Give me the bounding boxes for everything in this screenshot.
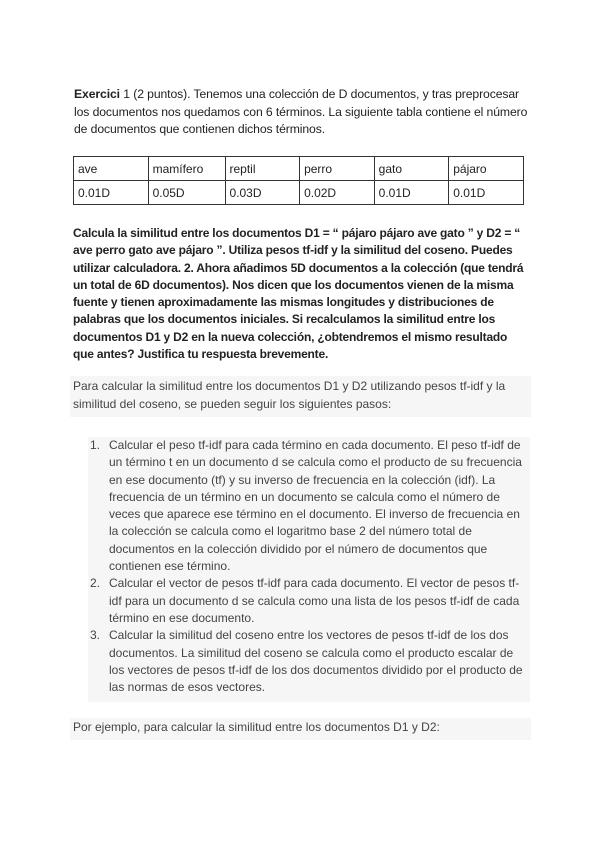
step-number: 2.	[90, 576, 101, 591]
step-text: Calcular la similitud del coseno entre los vectores de pesos tf-idf de los dos documentos. La similitud del coseno se calcula como el producto escalar de los vectores de pesos tf-idf de los dos documentos dividido por el producto de las normas de esos vectores.	[109, 628, 523, 695]
step-number: 1.	[90, 438, 101, 452]
table-cell: 0.05D	[148, 181, 225, 205]
steps-list	[88, 437, 530, 702]
list-item	[88, 437, 528, 575]
table-header-cell: mamífero	[148, 157, 225, 181]
table-header-cell: perro	[300, 157, 375, 181]
term-frequency-table	[73, 156, 524, 205]
list-item	[88, 575, 528, 627]
table-header-cell: gato	[374, 157, 449, 181]
answer-intro: Para calcular la similitud entre los documentos D1 y D2 utilizando pesos tf-idf y la similitud del coseno, se pueden seguir los siguientes pasos:	[70, 376, 531, 417]
step-number: 3.	[90, 628, 101, 643]
table-cell: 0.03D	[225, 181, 300, 205]
example-text: Por ejemplo, para calcular la similitud entre los documentos D1 y D2:	[70, 718, 531, 740]
table-header-cell: pájaro	[449, 157, 524, 181]
step-text: Calcular el peso tf-idf para cada término en cada documento. El peso tf-idf de un término t en un documento d se calcula como el producto de su frecuencia en ese documento (tf) y su inverso de frecuencia en la colección (idf). La frecuencia de un término en un documento se calcula como el número de veces que aparece ese término en el documento. El inverso de frecuencia en la colección se calcula como el logaritmo base 2 del número total de documentos en la colección dividido por el número de documentos que contienen ese término.	[109, 438, 522, 574]
table-cell: 0.01D	[374, 181, 449, 205]
table-row	[74, 181, 524, 205]
table-cell: 0.02D	[300, 181, 375, 205]
table-header-cell: reptil	[225, 157, 300, 181]
list-item	[88, 627, 528, 696]
table-cell: 0.01D	[74, 181, 149, 205]
table-header-cell: ave	[74, 157, 149, 181]
exercise-text: 1 (2 puntos). Tenemos una colección de D documentos, y tras preprocesar los documentos nos quedamos con 6 términos. La siguiente tabla contiene el número de documentos que contienen dichos términos.	[74, 87, 528, 136]
table-header-row	[74, 157, 524, 181]
question-text: Calcula la similitud entre los documentos D1 = “ pájaro pájaro ave gato ” y D2 = “ ave perro gato ave pájaro ”. Utiliza pesos tf-idf y la similitud del coseno. Puedes utilizar calculadora. 2. Ahora añadimos 5D documentos a la colección (que tendrá un total de 6D documentos). Nos dicen que los documentos vienen de la misma fuente y tienen aproximadamente las mismas longitudes y distribuciones de palabras que los documentos iniciales. Si recalculamos la similitud entre los documentos D1 y D2 en la nueva colección, ¿obtendremos el mismo resultado que antes? Justifica tu respuesta brevemente.	[73, 226, 524, 362]
exercise-intro	[74, 86, 534, 139]
table-cell: 0.01D	[449, 181, 524, 205]
exercise-label: Exercici	[74, 87, 120, 101]
step-text: Calcular el vector de pesos tf-idf para cada documento. El vector de pesos tf-idf para un documento d se calcula como una lista de los pesos tf-idf de cada término en ese documento.	[109, 576, 520, 625]
